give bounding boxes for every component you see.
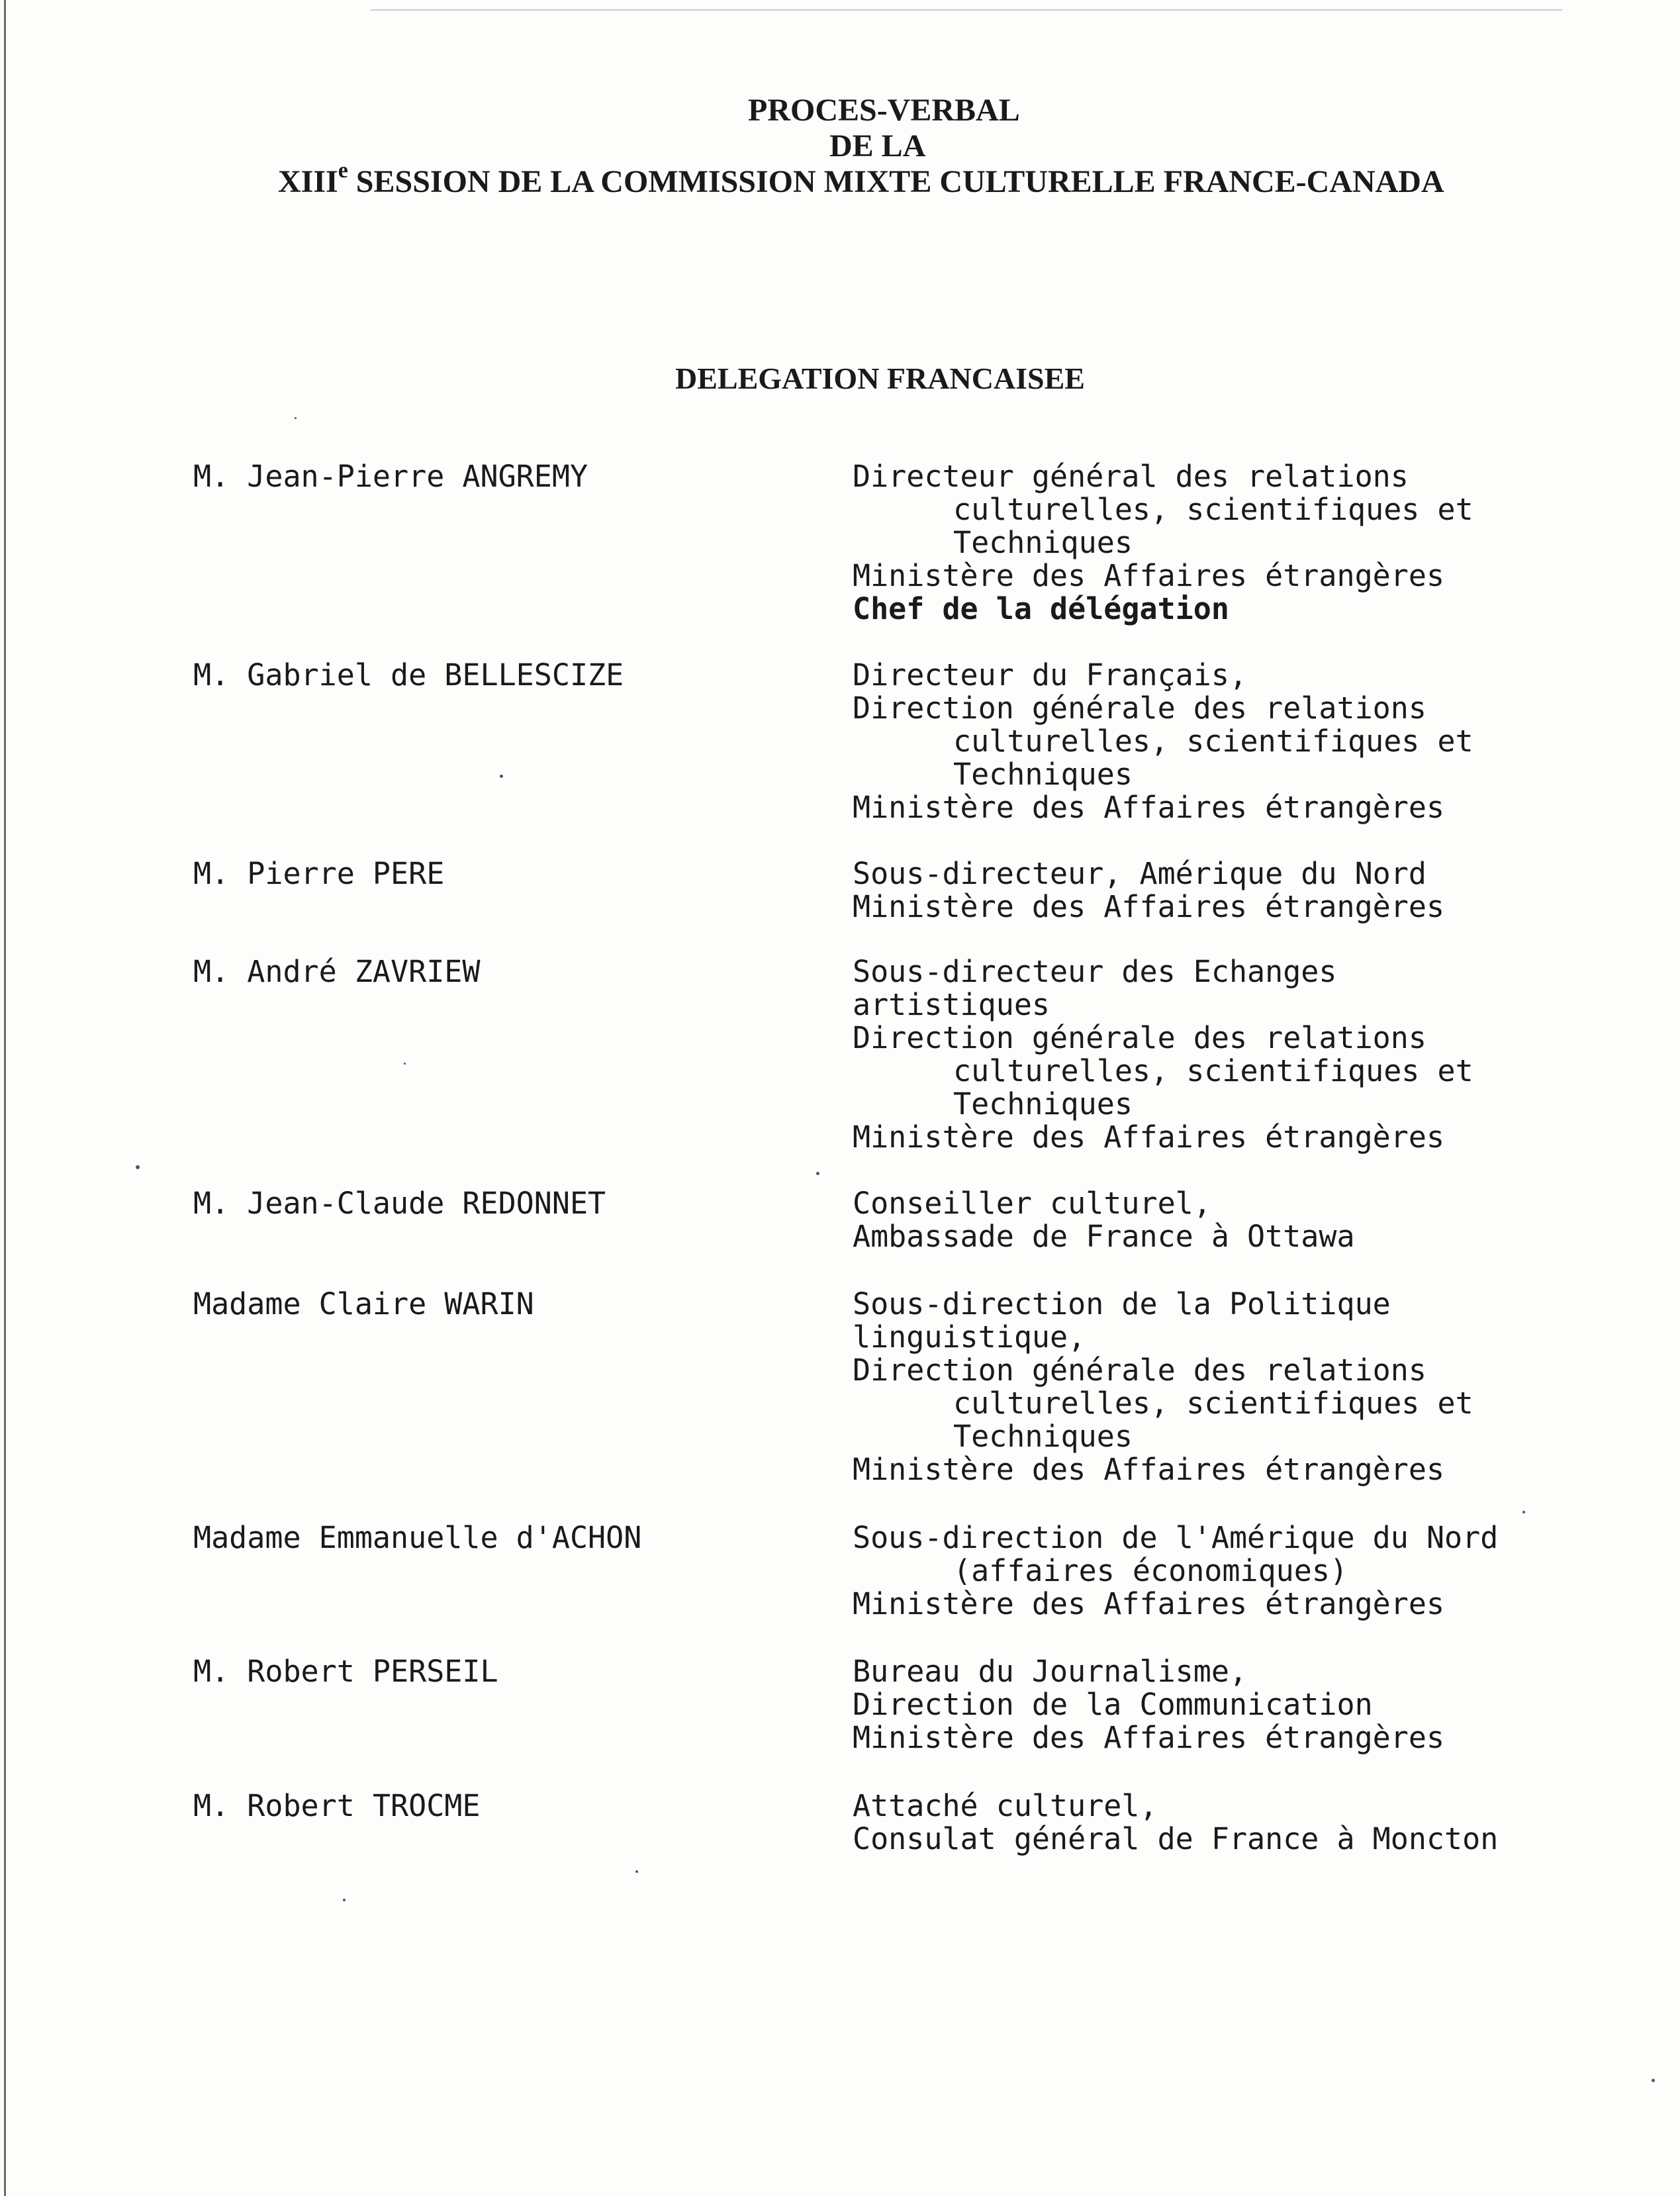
delegation-head-label: Chef de la délégation: [853, 591, 1229, 626]
delegate-name: M. Robert PERSEIL: [193, 1654, 498, 1689]
delegate-role: [853, 955, 1667, 1154]
scan-speck: [1652, 2079, 1655, 2082]
delegate-role: [853, 857, 1667, 924]
session-superscript: e: [338, 158, 348, 183]
delegate-name: M. Jean-Claude REDONNET: [193, 1186, 606, 1221]
delegate-name: Madame Claire WARIN: [193, 1286, 534, 1321]
scan-speck: [635, 1870, 638, 1873]
delegate-name: M. Pierre PERE: [193, 856, 445, 891]
delegate-role: [853, 1655, 1667, 1754]
role-line: Ministère des Affaires étrangères: [853, 1452, 1445, 1487]
role-line: Techniques: [953, 1419, 1133, 1454]
role-line: Ministère des Affaires étrangères: [853, 558, 1445, 593]
scan-speck: [1522, 1511, 1525, 1513]
role-line: Techniques: [953, 525, 1133, 560]
role-line: Ministère des Affaires étrangères: [853, 1586, 1445, 1621]
role-line: Direction générale des relations: [853, 1020, 1426, 1055]
session-roman: XIII: [278, 164, 338, 199]
delegate-role: [853, 1790, 1667, 1856]
role-line: (affaires économiques): [953, 1553, 1348, 1588]
role-line: Directeur du Français,: [853, 657, 1248, 692]
role-line: Direction générale des relations: [853, 691, 1426, 726]
scan-top-rule: [371, 9, 1562, 11]
binder-edge: [4, 0, 6, 2196]
role-line: Sous-directeur, Amérique du Nord: [853, 856, 1426, 891]
role-line: Attaché culturel,: [853, 1788, 1158, 1823]
role-line: artistiques: [853, 987, 1050, 1022]
session-title: SESSION DE LA COMMISSION MIXTE CULTURELLE FRANCE-CANADA: [348, 164, 1444, 199]
scan-speck: [404, 1063, 406, 1065]
scan-speck: [343, 1899, 346, 1901]
delegate-name: M. Robert TROCME: [193, 1788, 481, 1823]
delegate-role: [853, 460, 1667, 626]
role-line: Sous-directeur des Echanges: [853, 954, 1337, 989]
role-line: Ambassade de France à Ottawa: [853, 1219, 1355, 1254]
role-line: Ministère des Affaires étrangères: [853, 790, 1445, 825]
role-line: culturelles, scientifiques et: [953, 724, 1473, 759]
scan-speck: [816, 1172, 819, 1175]
role-line: Ministère des Affaires étrangères: [853, 1720, 1445, 1755]
delegate-role: [853, 659, 1667, 824]
role-line: culturelles, scientifiques et: [953, 1053, 1473, 1088]
scan-speck: [136, 1165, 140, 1169]
role-line: Bureau du Journalisme,: [853, 1654, 1248, 1689]
scan-speck: [295, 417, 297, 419]
role-line: Conseiller culturel,: [853, 1186, 1211, 1221]
role-line: Direction de la Communication: [853, 1687, 1373, 1722]
section-title: DELEGATION FRANCAISEE: [675, 361, 1085, 395]
delegate-name: Madame Emmanuelle d'ACHON: [193, 1520, 642, 1555]
role-line: Sous-direction de l'Amérique du Nord: [853, 1520, 1499, 1555]
role-line: Ministère des Affaires étrangères: [853, 1120, 1445, 1155]
delegate-name: M. Gabriel de BELLESCIZE: [193, 657, 624, 692]
role-line: culturelles, scientifiques et: [953, 1386, 1473, 1421]
role-line: Techniques: [953, 1086, 1133, 1122]
role-line: Ministère des Affaires étrangères: [853, 889, 1445, 924]
role-line: Directeur général des relations: [853, 459, 1409, 494]
role-line: culturelles, scientifiques et: [953, 492, 1473, 527]
role-line: Direction générale des relations: [853, 1353, 1426, 1388]
role-line: Sous-direction de la Politique: [853, 1286, 1391, 1321]
delegate-role: [853, 1288, 1667, 1486]
delegate-name: M. Jean-Pierre ANGREMY: [193, 459, 588, 494]
scan-speck: [500, 775, 503, 778]
header-title-line: PROCES-VERBAL: [748, 93, 1020, 128]
role-line: linguistique,: [853, 1319, 1086, 1355]
delegate-role: [853, 1521, 1667, 1621]
header-session-line: [278, 158, 1444, 203]
role-line: Techniques: [953, 757, 1133, 792]
header-subtitle-line: DE LA: [829, 128, 926, 164]
delegate-role: [853, 1187, 1667, 1253]
delegate-name: M. André ZAVRIEW: [193, 954, 481, 989]
role-line: Consulat général de France à Moncton: [853, 1821, 1499, 1856]
